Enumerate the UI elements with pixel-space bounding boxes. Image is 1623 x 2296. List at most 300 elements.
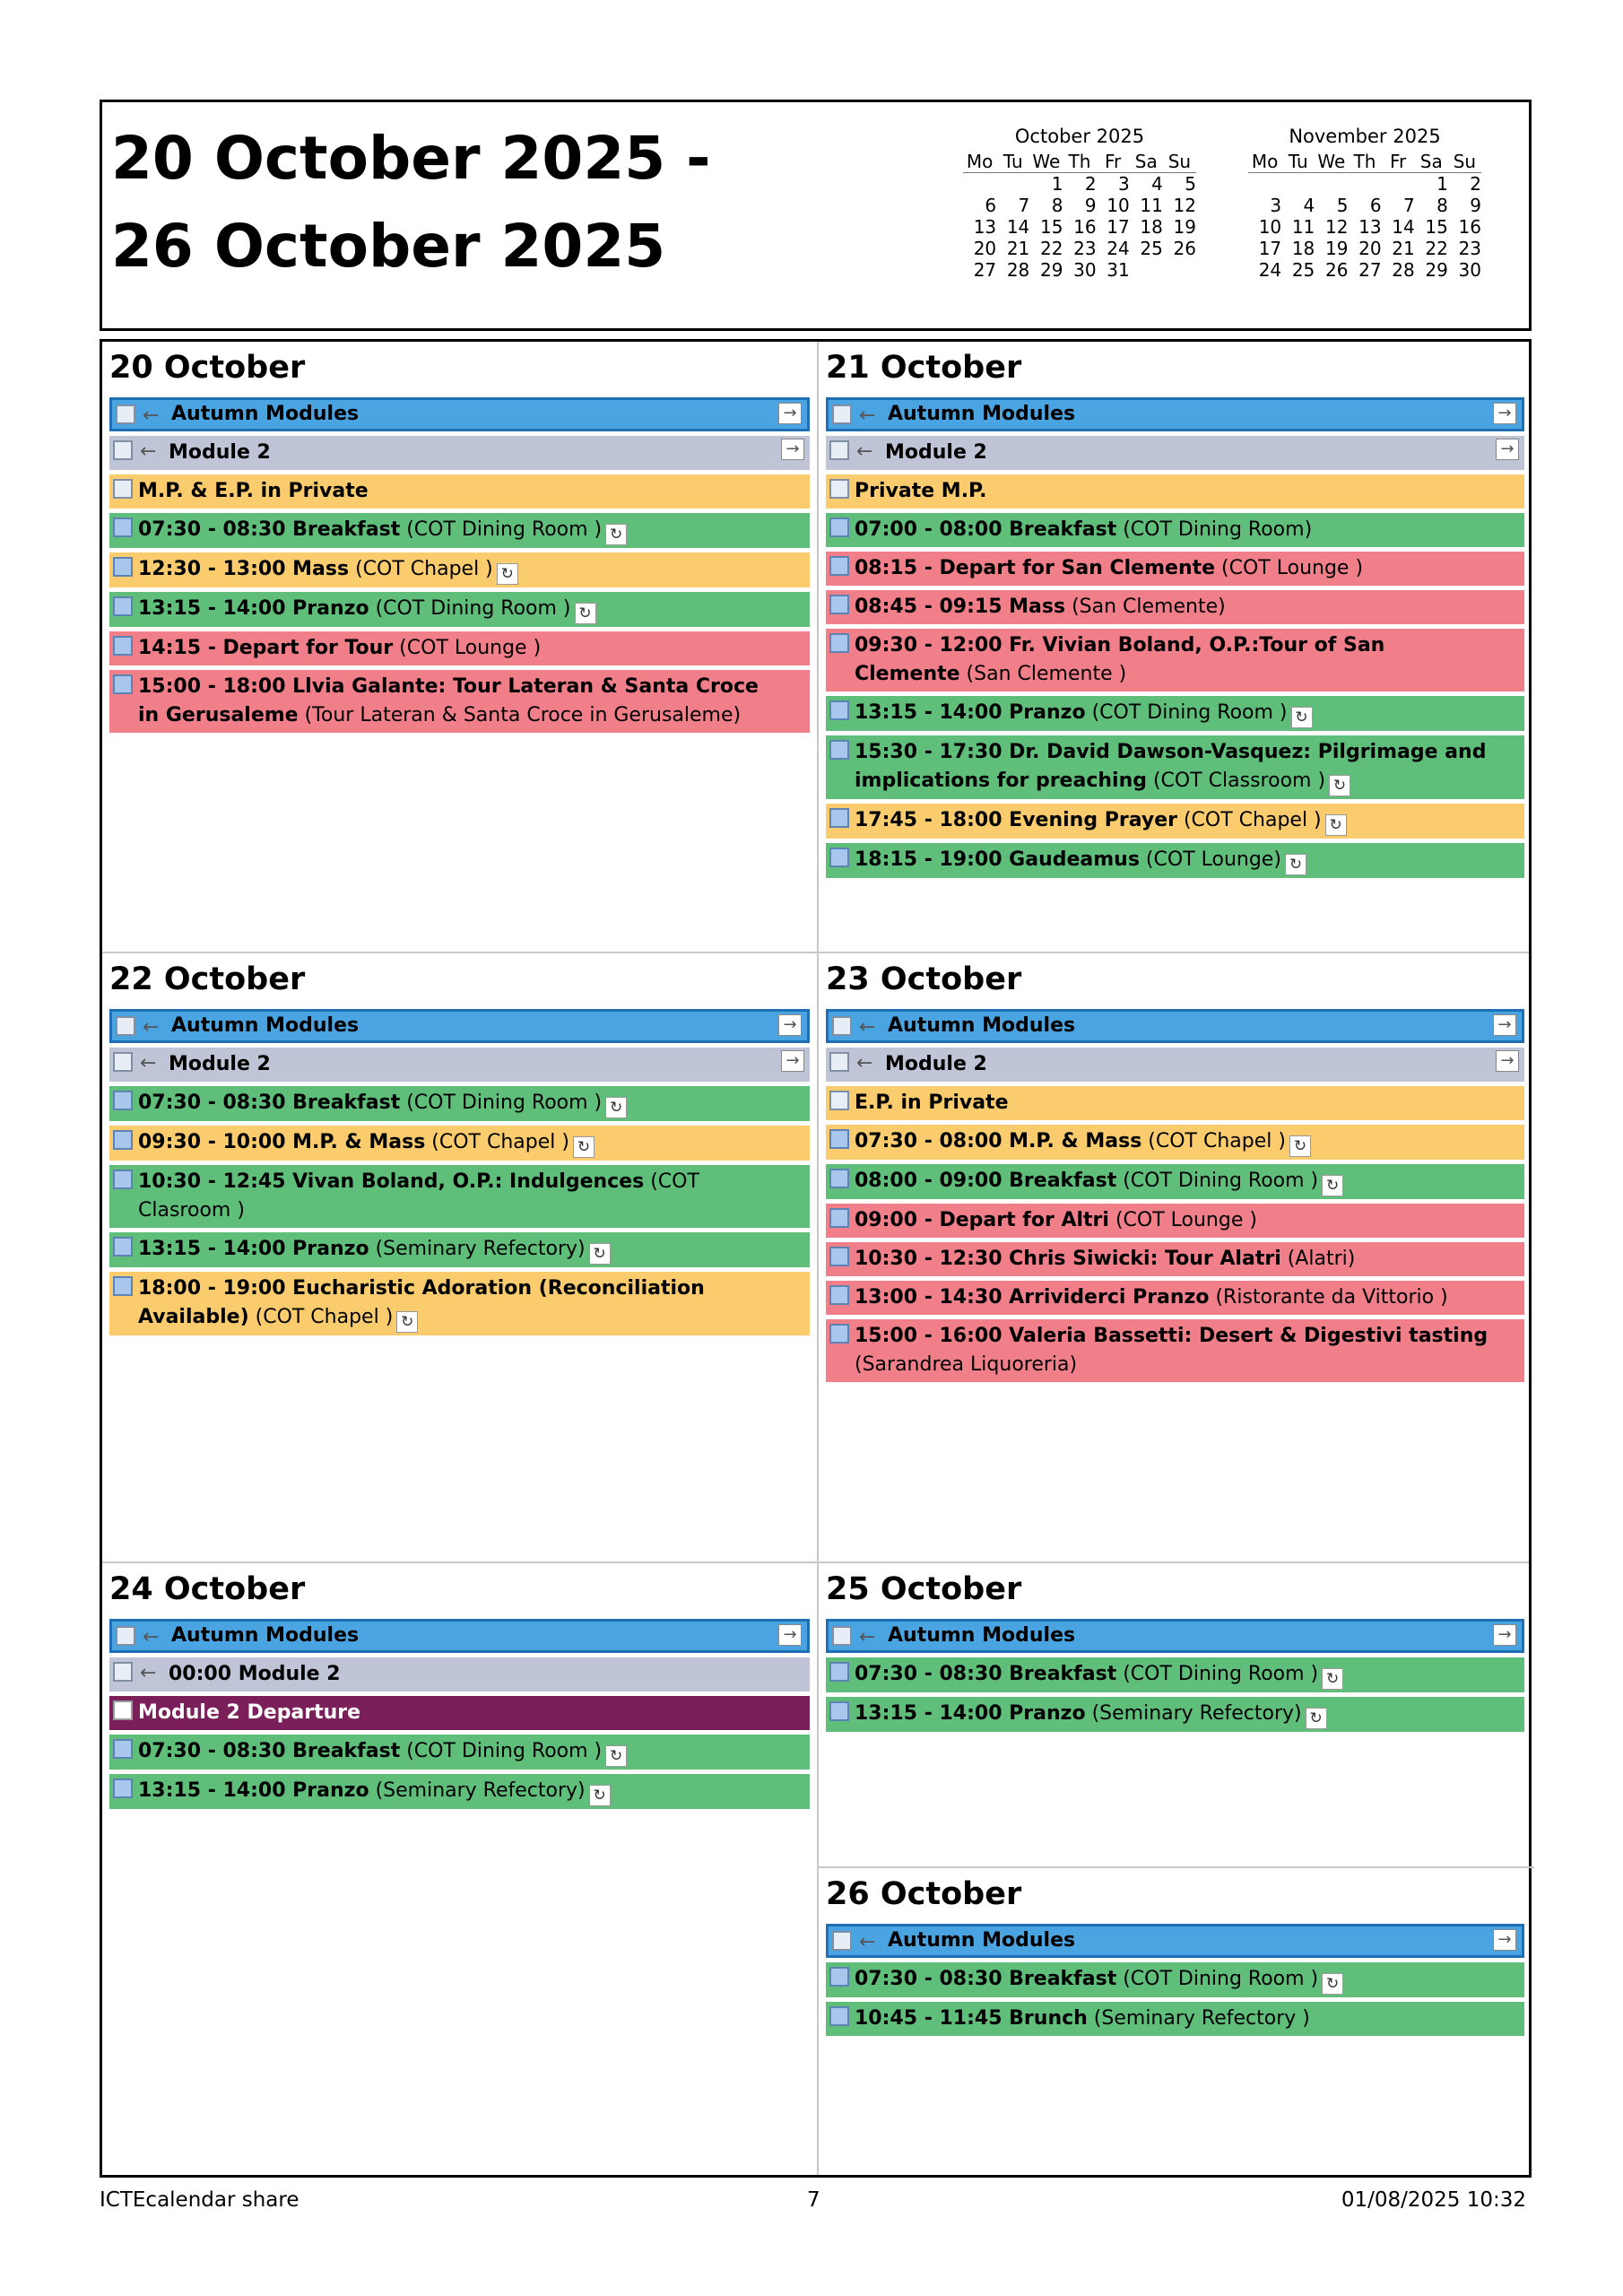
continues-left-icon: ←	[856, 1052, 873, 1074]
event-checkbox[interactable]	[113, 596, 133, 616]
calendar-date	[1248, 173, 1281, 196]
weekday-header: Su	[1453, 151, 1477, 172]
event-checkbox[interactable]	[829, 2006, 849, 2026]
calendar-event[interactable]	[826, 1962, 1524, 1997]
calendar-date[interactable]: 30	[1073, 259, 1097, 281]
calendar-date[interactable]: 18	[1291, 238, 1315, 259]
calendar-date	[996, 173, 1029, 196]
calendar-event[interactable]	[109, 436, 810, 470]
calendar-date[interactable]: 5	[1336, 195, 1349, 216]
event-checkbox[interactable]	[116, 1016, 135, 1036]
recurring-icon: ↻	[589, 1785, 611, 1806]
calendar-date[interactable]: 25	[1291, 259, 1315, 281]
calendar-date[interactable]: 27	[1358, 259, 1382, 281]
calendar-date[interactable]: 13	[973, 216, 997, 238]
week-grid	[100, 339, 1532, 2178]
calendar-date[interactable]: 21	[1392, 238, 1415, 259]
continues-left-icon: ←	[143, 1626, 160, 1648]
calendar-date[interactable]: 5	[1185, 173, 1196, 195]
calendar-date[interactable]: 29	[1039, 259, 1063, 281]
event-location: (Seminary Refectory)	[1085, 1702, 1302, 1725]
calendar-date[interactable]: 19	[1324, 238, 1349, 259]
continues-right-icon: →	[781, 439, 804, 460]
event-title: 12:30 - 13:00 Mass	[138, 558, 350, 580]
recurring-icon: ↻	[1329, 775, 1350, 796]
calendar-event[interactable]	[826, 843, 1524, 878]
event-location: (Sarandrea Liquoreria)	[855, 1353, 1078, 1376]
day-cell-24-october	[102, 1563, 817, 2178]
event-list	[826, 1619, 1524, 1736]
event-location: (San Clemente )	[959, 663, 1127, 685]
event-checkbox[interactable]	[829, 848, 849, 867]
recurring-icon: ↻	[573, 1136, 595, 1158]
calendar-date[interactable]: 4	[1303, 195, 1315, 216]
event-title: M.P. & E.P. in Private	[138, 480, 369, 502]
event-location: (Seminary Refectory)	[369, 1779, 586, 1802]
event-title: 13:15 - 14:00 Pranzo	[855, 1702, 1086, 1725]
event-location: (COT Dining Room )	[1116, 1663, 1319, 1685]
continues-left-icon: ←	[859, 1626, 876, 1648]
calendar-date[interactable]: 17	[1258, 238, 1282, 259]
calendar-date	[1315, 173, 1348, 196]
day-cell-22-october	[102, 953, 817, 1561]
event-checkbox[interactable]	[113, 1739, 133, 1759]
event-checkbox[interactable]	[113, 1237, 133, 1257]
event-title: 09:30 - 12:00 Fr. Vivian Boland, O.P.:Tour of San Clemente	[855, 634, 1385, 685]
calendar-event[interactable]	[826, 1125, 1524, 1160]
calendar-event[interactable]	[826, 2002, 1524, 2036]
event-location: (Ristorante da Vittorio )	[1209, 1286, 1448, 1309]
event-list	[826, 397, 1524, 883]
continues-right-icon: →	[1493, 1014, 1516, 1036]
calendar-event[interactable]	[109, 1774, 810, 1809]
event-checkbox[interactable]	[113, 1170, 133, 1189]
weekday-header: Th	[1353, 151, 1376, 172]
calendar-date[interactable]: 12	[1324, 216, 1349, 238]
calendar-date[interactable]: 15	[1425, 216, 1448, 238]
event-title: 18:15 - 19:00 Gaudeamus	[855, 848, 1140, 871]
event-checkbox[interactable]	[113, 479, 133, 499]
calendar-event[interactable]	[826, 1319, 1524, 1382]
event-checkbox[interactable]	[832, 1931, 852, 1951]
event-title: 15:00 - 16:00 Valeria Bassetti: Desert & Digestivi tasting	[855, 1325, 1488, 1347]
event-location: (Seminary Refectory)	[369, 1238, 586, 1260]
event-title: 07:00 - 08:00 Breakfast	[855, 518, 1117, 541]
event-list	[109, 1009, 810, 1340]
calendar-date[interactable]: 22	[1039, 238, 1063, 259]
event-checkbox[interactable]	[113, 557, 133, 577]
event-title: Module 2	[885, 441, 987, 464]
recurring-icon: ↻	[575, 603, 596, 624]
event-title: 10:45 - 11:45 Brunch	[855, 2007, 1088, 2030]
event-checkbox[interactable]	[113, 1052, 133, 1072]
event-title: 13:00 - 14:30 Arrividerci Pranzo	[855, 1286, 1210, 1309]
calendar-date[interactable]: 23	[1073, 238, 1097, 259]
event-checkbox[interactable]	[829, 595, 849, 614]
day-title: 26 October	[826, 1876, 1022, 1912]
event-list	[109, 397, 810, 737]
calendar-date	[1130, 259, 1163, 281]
calendar-date[interactable]: 21	[1006, 238, 1030, 259]
calendar-date[interactable]: 30	[1458, 259, 1481, 281]
event-checkbox[interactable]	[113, 1700, 133, 1720]
calendar-date[interactable]: 16	[1458, 216, 1481, 238]
calendar-event[interactable]	[826, 1619, 1524, 1653]
event-checkbox[interactable]	[113, 1276, 133, 1296]
event-title: 14:15 - Depart for Tour	[138, 637, 394, 659]
continues-right-icon: →	[778, 403, 802, 424]
event-location: (COT Dining Room)	[1116, 518, 1313, 541]
event-location: (COT Dining Room )	[1085, 701, 1288, 724]
calendar-date[interactable]: 4	[1151, 173, 1163, 195]
calendar-date[interactable]: 2	[1470, 173, 1481, 195]
week-title-line1: 20 October 2025 -	[111, 124, 711, 193]
calendar-date[interactable]: 19	[1173, 216, 1196, 238]
calendar-date[interactable]: 8	[1436, 195, 1448, 216]
calendar-date	[1281, 173, 1315, 196]
event-title: 10:30 - 12:30 Chris Siwicki: Tour Alatri	[855, 1248, 1281, 1270]
calendar-event[interactable]	[826, 1086, 1524, 1120]
event-checkbox[interactable]	[829, 1247, 849, 1266]
event-location: (COT Classroom )	[1146, 770, 1326, 792]
week-header	[100, 100, 1532, 331]
calendar-date[interactable]: 29	[1425, 259, 1448, 281]
event-checkbox[interactable]	[832, 1626, 852, 1646]
calendar-event[interactable]	[826, 590, 1524, 624]
calendar-event[interactable]	[109, 1735, 810, 1770]
event-title: Autumn Modules	[171, 1014, 360, 1037]
event-title: Module 2 Departure	[138, 1701, 361, 1724]
calendar-date[interactable]: 7	[1402, 195, 1415, 216]
calendar-date[interactable]: 16	[1073, 216, 1097, 238]
mini-calendar-title: November 2025	[1289, 126, 1441, 147]
event-list	[826, 1924, 1524, 2040]
calendar-event[interactable]	[826, 1048, 1524, 1082]
footer-timestamp: 01/08/2025 10:32	[1341, 2188, 1526, 2212]
event-checkbox[interactable]	[829, 1208, 849, 1228]
calendar-event[interactable]	[109, 1619, 810, 1653]
calendar-event[interactable]	[826, 474, 1524, 509]
continues-left-icon: ←	[859, 1016, 876, 1039]
calendar-date[interactable]: 11	[1140, 195, 1163, 216]
event-title: 18:00 - 19:00 Eucharistic Adoration (Reconciliation Available)	[138, 1277, 705, 1328]
event-title: 07:30 - 08:30 Breakfast	[138, 1091, 401, 1114]
event-checkbox[interactable]	[113, 1662, 133, 1682]
event-title: Autumn Modules	[171, 1624, 360, 1647]
calendar-date	[1163, 259, 1196, 281]
calendar-date[interactable]: 13	[1358, 216, 1382, 238]
event-title: 07:30 - 08:30 Breakfast	[855, 1663, 1117, 1685]
calendar-date	[1382, 173, 1415, 196]
event-location: (COT Chapel )	[248, 1306, 394, 1328]
calendar-date[interactable]: 10	[1258, 216, 1282, 238]
day-title: 21 October	[826, 350, 1022, 386]
weekday-header: Sa	[1134, 151, 1158, 172]
day-cell-20-october	[102, 342, 817, 952]
calendar-date[interactable]: 14	[1006, 216, 1030, 238]
week-title-line2: 26 October 2025	[111, 212, 666, 281]
calendar-date[interactable]: 15	[1039, 216, 1063, 238]
calendar-date[interactable]: 8	[1051, 195, 1063, 216]
event-checkbox[interactable]	[829, 1701, 849, 1721]
recurring-icon: ↻	[589, 1243, 611, 1265]
calendar-event[interactable]	[109, 397, 810, 431]
calendar-event[interactable]	[109, 474, 810, 509]
calendar-event[interactable]	[109, 1165, 810, 1228]
continues-right-icon: →	[1493, 1624, 1516, 1646]
calendar-event[interactable]	[826, 1164, 1524, 1199]
event-checkbox[interactable]	[113, 636, 133, 656]
event-checkbox[interactable]	[829, 633, 849, 653]
event-checkbox[interactable]	[116, 404, 135, 424]
calendar-date[interactable]: 28	[1392, 259, 1415, 281]
calendar-date[interactable]: 14	[1392, 216, 1415, 238]
event-checkbox[interactable]	[829, 1285, 849, 1305]
event-location: (COT Chapel )	[1176, 809, 1322, 831]
recurring-icon: ↻	[1285, 854, 1306, 875]
event-checkbox[interactable]	[829, 1169, 849, 1188]
event-location: (COT Chapel )	[349, 558, 493, 580]
event-checkbox[interactable]	[829, 1324, 849, 1344]
continues-right-icon: →	[1493, 1929, 1516, 1951]
event-title: 09:00 - Depart for Altri	[855, 1209, 1109, 1231]
calendar-event[interactable]	[826, 1204, 1524, 1238]
calendar-event[interactable]	[826, 513, 1524, 547]
event-title: Module 2	[169, 441, 271, 464]
calendar-event[interactable]	[826, 696, 1524, 731]
calendar-date[interactable]: 10	[1107, 195, 1130, 216]
calendar-event[interactable]	[109, 1086, 810, 1121]
calendar-date[interactable]: 12	[1173, 195, 1196, 216]
continues-left-icon: ←	[143, 1016, 160, 1039]
calendar-date[interactable]: 28	[1006, 259, 1030, 281]
calendar-date[interactable]: 20	[1358, 238, 1382, 259]
recurring-icon: ↻	[1289, 1135, 1311, 1157]
continues-left-icon: ←	[143, 404, 160, 427]
event-checkbox[interactable]	[113, 517, 133, 537]
continues-left-icon: ←	[859, 1931, 876, 1953]
event-list	[109, 1619, 810, 1813]
event-title: 08:15 - Depart for San Clemente	[855, 557, 1216, 579]
weekday-header: Tu	[1288, 151, 1308, 172]
continues-right-icon: →	[778, 1624, 802, 1646]
calendar-date[interactable]: 18	[1140, 216, 1163, 238]
calendar-date[interactable]: 24	[1107, 238, 1130, 259]
calendar-date[interactable]: 7	[1018, 195, 1030, 216]
calendar-event[interactable]	[109, 513, 810, 548]
day-cell-23-october	[819, 953, 1532, 1561]
mini-calendar-title: October 2025	[1014, 126, 1145, 147]
event-checkbox[interactable]	[829, 1967, 849, 1987]
calendar-event[interactable]	[109, 670, 810, 733]
calendar-event[interactable]	[826, 804, 1524, 839]
mini-calendar-october	[963, 126, 1196, 281]
event-title: E.P. in Private	[855, 1091, 1009, 1114]
calendar-event[interactable]	[826, 552, 1524, 586]
calendar-event[interactable]	[109, 1009, 810, 1043]
calendar-date[interactable]: 23	[1458, 238, 1481, 259]
calendar-date	[963, 173, 996, 196]
calendar-event[interactable]	[826, 1657, 1524, 1692]
event-title: 09:30 - 10:00 M.P. & Mass	[138, 1131, 426, 1153]
calendar-date[interactable]: 9	[1470, 195, 1481, 216]
event-checkbox[interactable]	[829, 740, 849, 760]
event-title: Autumn Modules	[171, 403, 360, 425]
calendar-date[interactable]: 11	[1291, 216, 1315, 238]
event-location: (San Clemente)	[1065, 596, 1226, 618]
calendar-event[interactable]	[826, 1242, 1524, 1276]
event-checkbox[interactable]	[113, 1779, 133, 1798]
event-location: (COT Lounge)	[1139, 848, 1281, 871]
event-location: (Tour Lateran & Santa Croce in Gerusaleme)	[298, 704, 742, 726]
recurring-icon: ↻	[605, 524, 627, 545]
continues-left-icon: ←	[140, 1052, 157, 1074]
calendar-event[interactable]	[109, 552, 810, 587]
event-checkbox[interactable]	[829, 556, 849, 576]
calendar-event[interactable]	[109, 631, 810, 665]
day-title: 20 October	[109, 350, 306, 386]
event-location: (COT Dining Room )	[400, 518, 603, 541]
calendar-date[interactable]: 24	[1258, 259, 1282, 281]
event-checkbox[interactable]	[113, 674, 133, 694]
calendar-date[interactable]: 31	[1107, 259, 1130, 281]
event-checkbox[interactable]	[829, 700, 849, 720]
event-title: 15:00 - 18:00 Llvia Galante: Tour Lateran & Santa Croce in Gerusaleme	[138, 675, 759, 726]
event-title: 00:00 Module 2	[169, 1663, 341, 1685]
event-checkbox[interactable]	[829, 1091, 849, 1110]
calendar-event[interactable]	[826, 1924, 1524, 1958]
calendar-event[interactable]	[109, 592, 810, 627]
calendar-date	[1348, 173, 1381, 196]
event-checkbox[interactable]	[829, 517, 849, 537]
recurring-icon: ↻	[1325, 814, 1347, 836]
weekday-header: We	[1317, 151, 1346, 172]
recurring-icon: ↻	[497, 563, 518, 585]
recurring-icon: ↻	[1291, 707, 1313, 728]
event-title: Autumn Modules	[888, 1014, 1076, 1037]
event-location: (COT Lounge )	[1108, 1209, 1257, 1231]
calendar-date[interactable]: 27	[973, 259, 997, 281]
recurring-icon: ↻	[1322, 1175, 1343, 1196]
continues-left-icon: ←	[140, 440, 157, 463]
calendar-event[interactable]	[109, 1232, 810, 1267]
event-checkbox[interactable]	[116, 1626, 135, 1646]
recurring-icon: ↻	[605, 1745, 627, 1767]
calendar-date[interactable]: 26	[1173, 238, 1196, 259]
event-location: (COT Dining Room )	[1116, 1968, 1319, 1990]
calendar-date[interactable]: 1	[1436, 173, 1448, 195]
event-checkbox[interactable]	[829, 1129, 849, 1149]
recurring-icon: ↻	[1306, 1708, 1327, 1729]
calendar-date[interactable]: 25	[1140, 238, 1163, 259]
day-cell-25-october	[819, 1563, 1532, 1866]
calendar-date[interactable]: 17	[1107, 216, 1130, 238]
recurring-icon: ↻	[396, 1311, 418, 1333]
weekday-header: Su	[1167, 151, 1192, 172]
event-location: (Alatri)	[1280, 1248, 1356, 1270]
calendar-event[interactable]	[826, 436, 1524, 470]
event-title: 07:30 - 08:30 Breakfast	[138, 1740, 401, 1762]
continues-left-icon: ←	[140, 1662, 157, 1684]
calendar-event[interactable]	[109, 1696, 810, 1730]
calendar-date[interactable]: 3	[1117, 173, 1130, 195]
continues-right-icon: →	[1496, 439, 1519, 460]
day-title: 23 October	[826, 961, 1022, 997]
calendar-date[interactable]: 26	[1324, 259, 1349, 281]
day-cell-21-october	[819, 342, 1532, 952]
event-checkbox[interactable]	[829, 1052, 849, 1072]
continues-right-icon: →	[1493, 403, 1516, 424]
calendar-date[interactable]: 1	[1051, 173, 1063, 195]
recurring-icon: ↻	[1322, 1668, 1343, 1690]
calendar-event[interactable]	[826, 1281, 1524, 1315]
footer-page-number: 7	[807, 2188, 820, 2212]
footer-left: ICTEcalendar share	[100, 2188, 299, 2212]
calendar-event[interactable]	[109, 1048, 810, 1082]
calendar-event[interactable]	[826, 1697, 1524, 1732]
calendar-date[interactable]: 6	[985, 195, 997, 216]
event-location: (Seminary Refectory )	[1087, 2007, 1310, 2030]
day-title: 22 October	[109, 961, 306, 997]
calendar-event[interactable]	[109, 1272, 810, 1335]
event-checkbox[interactable]	[832, 1016, 852, 1036]
calendar-date[interactable]: 2	[1084, 173, 1097, 195]
calendar-event[interactable]	[826, 397, 1524, 431]
event-location: (COT Dining Room )	[400, 1740, 603, 1762]
calendar-event[interactable]	[826, 735, 1524, 799]
event-checkbox[interactable]	[113, 1130, 133, 1150]
event-title: 13:15 - 14:00 Pranzo	[138, 1779, 369, 1802]
event-title: 07:30 - 08:30 Breakfast	[855, 1968, 1117, 1990]
calendar-event[interactable]	[109, 1126, 810, 1161]
event-title: Module 2	[885, 1053, 987, 1075]
event-title: Autumn Modules	[888, 1929, 1076, 1952]
continues-right-icon: →	[781, 1050, 804, 1072]
calendar-date[interactable]: 22	[1425, 238, 1448, 259]
weekday-header: Mo	[966, 151, 994, 172]
event-title: 13:15 - 14:00 Pranzo	[855, 701, 1086, 724]
calendar-date[interactable]: 20	[973, 238, 997, 259]
event-location: (COT Dining Room )	[1116, 1170, 1319, 1192]
event-location: (COT Lounge )	[393, 637, 542, 659]
event-checkbox[interactable]	[113, 1091, 133, 1110]
event-checkbox[interactable]	[832, 404, 852, 424]
recurring-icon: ↻	[1322, 1973, 1343, 1995]
weekday-header: Fr	[1104, 151, 1122, 172]
event-checkbox[interactable]	[829, 1662, 849, 1682]
recurring-icon: ↻	[605, 1097, 627, 1118]
continues-left-icon: ←	[856, 440, 873, 463]
weekday-header: Mo	[1251, 151, 1279, 172]
calendar-date[interactable]: 6	[1369, 195, 1382, 216]
calendar-date[interactable]: 3	[1270, 195, 1282, 216]
event-title: Autumn Modules	[888, 403, 1076, 425]
calendar-event[interactable]	[826, 1009, 1524, 1043]
event-title: 10:30 - 12:45 Vivan Boland, O.P.: Indulgences	[138, 1170, 645, 1193]
event-checkbox[interactable]	[829, 440, 849, 460]
calendar-event[interactable]	[826, 629, 1524, 691]
event-title: 13:15 - 14:00 Pranzo	[138, 597, 369, 620]
event-location: (COT Dining Room )	[369, 597, 571, 620]
calendar-date[interactable]: 9	[1084, 195, 1097, 216]
event-title: Autumn Modules	[888, 1624, 1076, 1647]
event-checkbox[interactable]	[829, 808, 849, 828]
event-location: (COT Dining Room )	[400, 1091, 603, 1114]
calendar-event[interactable]	[109, 1657, 810, 1692]
event-checkbox[interactable]	[829, 479, 849, 499]
event-location: (COT Lounge )	[1215, 557, 1364, 579]
event-checkbox[interactable]	[113, 440, 133, 460]
